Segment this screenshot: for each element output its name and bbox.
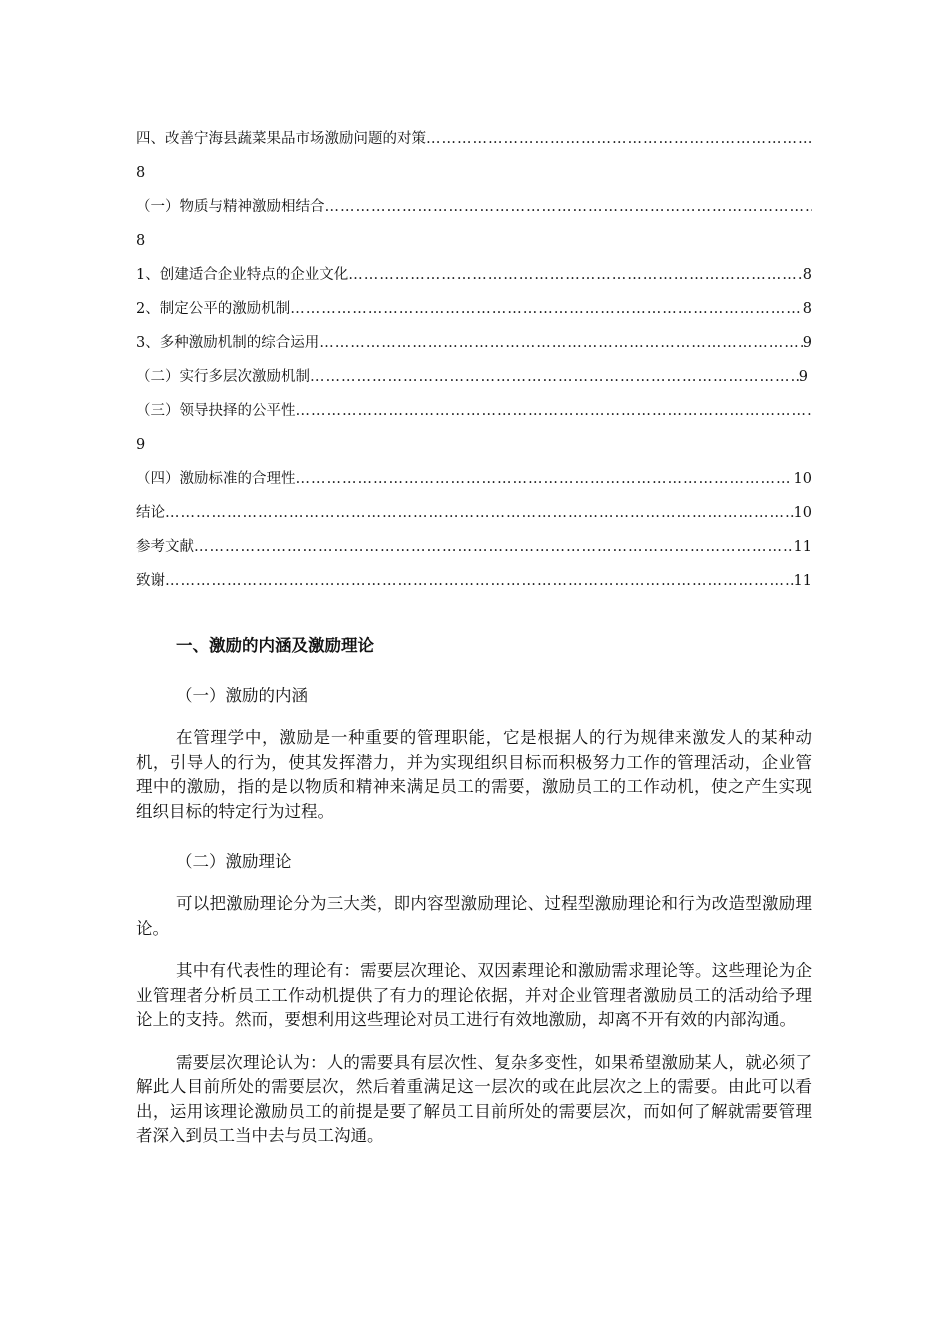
toc-entry[interactable] (136, 292, 812, 326)
toc-entry-title: 3、多种激励机制的综合运用 (136, 335, 320, 351)
toc-entry[interactable] (136, 360, 808, 394)
toc-entry-page: 8 (136, 233, 146, 249)
toc-entry-title: 致谢 (136, 573, 165, 589)
toc-leader-dots (165, 496, 794, 530)
subsection-heading: （二）激励理论 (176, 852, 292, 871)
toc-leader-dots (319, 326, 803, 360)
body-paragraph: 在管理学中，激励是一种重要的管理职能，它是根据人的行为规律来激发人的某种动机，引导人的行为，使其发挥潜力，并为实现组织目标而积极努力工作的管理活动，企业管理中的激励，指的是以物质和精神来满足员工的需要，激励员工的工作动机，使之产生实现组织目标的特定行为过程。 (136, 728, 812, 821)
toc-leader-dots (348, 258, 803, 292)
toc-entry-page: 9 (798, 369, 808, 385)
toc-entry[interactable] (136, 564, 812, 598)
toc-entry-title: （二）实行多层次激励机制 (136, 369, 310, 385)
toc-entry-title: 2、制定公平的激励机制 (136, 301, 291, 317)
section-heading: 一、激励的内涵及激励理论 (176, 636, 374, 655)
toc-entry[interactable] (136, 496, 812, 530)
toc-entry-page: 11 (793, 539, 812, 555)
toc-entry-page: 9 (802, 335, 812, 351)
toc-entry-page: 8 (136, 165, 146, 181)
toc-entry-title: 参考文献 (136, 539, 194, 555)
toc-leader-dots (194, 530, 794, 564)
toc-entry[interactable] (136, 326, 812, 360)
toc-entry-title: （三）领导抉择的公平性 (136, 403, 296, 419)
toc-entry[interactable] (136, 190, 812, 224)
subsection-heading: （一）激励的内涵 (176, 686, 308, 705)
toc-entry-page: 8 (802, 301, 812, 317)
toc-entry-title: （四）激励标准的合理性 (136, 471, 296, 487)
toc-entry-page: 8 (802, 267, 812, 283)
table-of-contents (136, 122, 812, 598)
body-paragraph: 需要层次理论认为：人的需要具有层次性、复杂多变性，如果希望激励某人，就必须了解此人目前所处的需要层次，然后着重满足这一层次的或在此层次之上的需要。由此可以看出，运用该理论激励员工的前提是要了解员工目前所处的需要层次，而如何了解就需要管理者深入到员工当中去与员工沟通。 (136, 1052, 812, 1145)
toc-leader-dots (426, 122, 812, 156)
toc-leader-dots (165, 564, 794, 598)
toc-entry[interactable] (136, 530, 812, 564)
toc-entry[interactable] (136, 462, 812, 496)
toc-entry[interactable] (136, 258, 812, 292)
toc-leader-dots (296, 462, 789, 496)
toc-leader-dots (310, 360, 799, 394)
body-paragraph: 可以把激励理论分为三大类，即内容型激励理论、过程型激励理论和行为改造型激励理论。 (136, 894, 812, 938)
toc-entry-title: 1、创建适合企业特点的企业文化 (136, 267, 349, 283)
toc-entry[interactable] (136, 122, 812, 156)
toc-entry-title: 四、改善宁海县蔬菜果品市场激励问题的对策 (136, 131, 426, 147)
toc-entry-title: 结论 (136, 505, 165, 521)
document-body (136, 626, 812, 1149)
toc-entry[interactable] (136, 394, 812, 428)
toc-entry-title: （一）物质与精神激励相结合 (136, 199, 325, 215)
toc-leader-dots (325, 190, 813, 224)
toc-entry-page: 10 (788, 471, 812, 487)
toc-leader-dots (296, 394, 813, 428)
toc-entry-page: 9 (136, 437, 146, 453)
toc-leader-dots (290, 292, 803, 326)
body-paragraph: 其中有代表性的理论有：需要层次理论、双因素理论和激励需求理论等。这些理论为企业管理者分析员工工作动机提供了有力的理论依据，并对企业管理者激励员工的活动给予理论上的支持。然而，要想利用这些理论对员工进行有效地激励，却离不开有效的内部沟通。 (136, 961, 812, 1029)
toc-entry-page: 11 (793, 573, 812, 589)
toc-entry-page: 10 (793, 505, 812, 521)
